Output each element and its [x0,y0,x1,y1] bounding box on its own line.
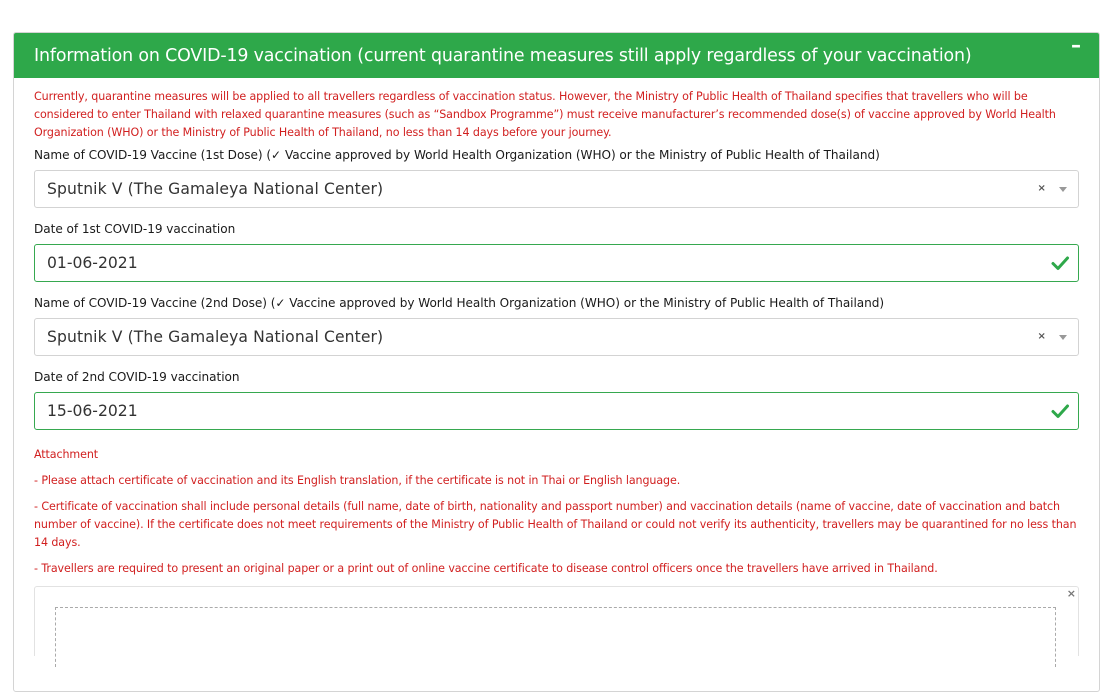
close-icon[interactable]: × [1066,587,1076,600]
panel-header[interactable] [14,33,1099,78]
file-dropzone[interactable] [55,607,1056,667]
check-icon [1050,253,1070,273]
vaccine-1-label: Name of COVID-19 Vaccine (1st Dose) (✓ Vaccine approved by World Health Organization (WHO) or the Ministry of Public Health of Thailand) [34,148,880,162]
collapse-button[interactable]: – [1071,33,1081,57]
vaccine-2-select[interactable] [34,318,1079,356]
date-2-input[interactable] [34,392,1079,430]
attachment-heading: Attachment [34,448,99,461]
close-icon[interactable]: × [1037,331,1046,342]
vaccine-1-selected-value: Sputnik V (The Gamaleya National Center) [47,180,384,198]
panel-body [14,78,1099,656]
quarantine-notice: Currently, quarantine measures will be applied to all travellers regardless of vaccination status. However, the Ministry of Public Health of Thailand specifies that travellers who will be considered to enter Thailand with relaxed quarantine measures (such as “Sandbox Programme”) must receive manufacturer’s recommended dose(s) of vaccine approved by World Health Organization (WHO) or the Ministry of Public Health of Thailand, no less than 14 days before your journey. [34,90,1056,139]
attachment-note-2: - Certificate of vaccination shall include personal details (full name, date of birth, nationality and passport number) and vaccination details (name of vaccine, date of vaccination and batch number of vaccine). If the certificate does not meet requirements of the Ministry of Public Health of Thailand or could not verify its authenticity, travellers may be quarantined for no less than 14 days. [34,500,1077,549]
vaccine-2-label: Name of COVID-19 Vaccine (2nd Dose) (✓ Vaccine approved by World Health Organization (WHO) or the Ministry of Public Health of Thailand) [34,296,885,310]
check-icon [1050,401,1070,421]
panel-title: Information on COVID-19 vaccination (current quarantine measures still apply regardless of your vaccination) [34,45,972,66]
attachment-note-3: - Travellers are required to present an original paper or a print out of online vaccine certificate to disease control officers once the travellers have arrived in Thailand. [34,562,938,575]
date-1-input[interactable] [34,244,1079,282]
vaccine-1-select[interactable] [34,170,1079,208]
date-2-value: 15-06-2021 [47,402,138,420]
date-1-label: Date of 1st COVID-19 vaccination [34,222,236,236]
date-2-label: Date of 2nd COVID-19 vaccination [34,370,240,384]
attachment-upload-box [34,586,1079,656]
vaccination-panel [13,32,1100,692]
close-icon[interactable]: × [1037,183,1046,194]
vaccine-2-selected-value: Sputnik V (The Gamaleya National Center) [47,328,384,346]
chevron-down-icon[interactable] [1059,335,1067,340]
chevron-down-icon[interactable] [1059,187,1067,192]
date-1-value: 01-06-2021 [47,254,138,272]
attachment-note-1: - Please attach certificate of vaccination and its English translation, if the certificate is not in Thai or English language. [34,474,681,487]
